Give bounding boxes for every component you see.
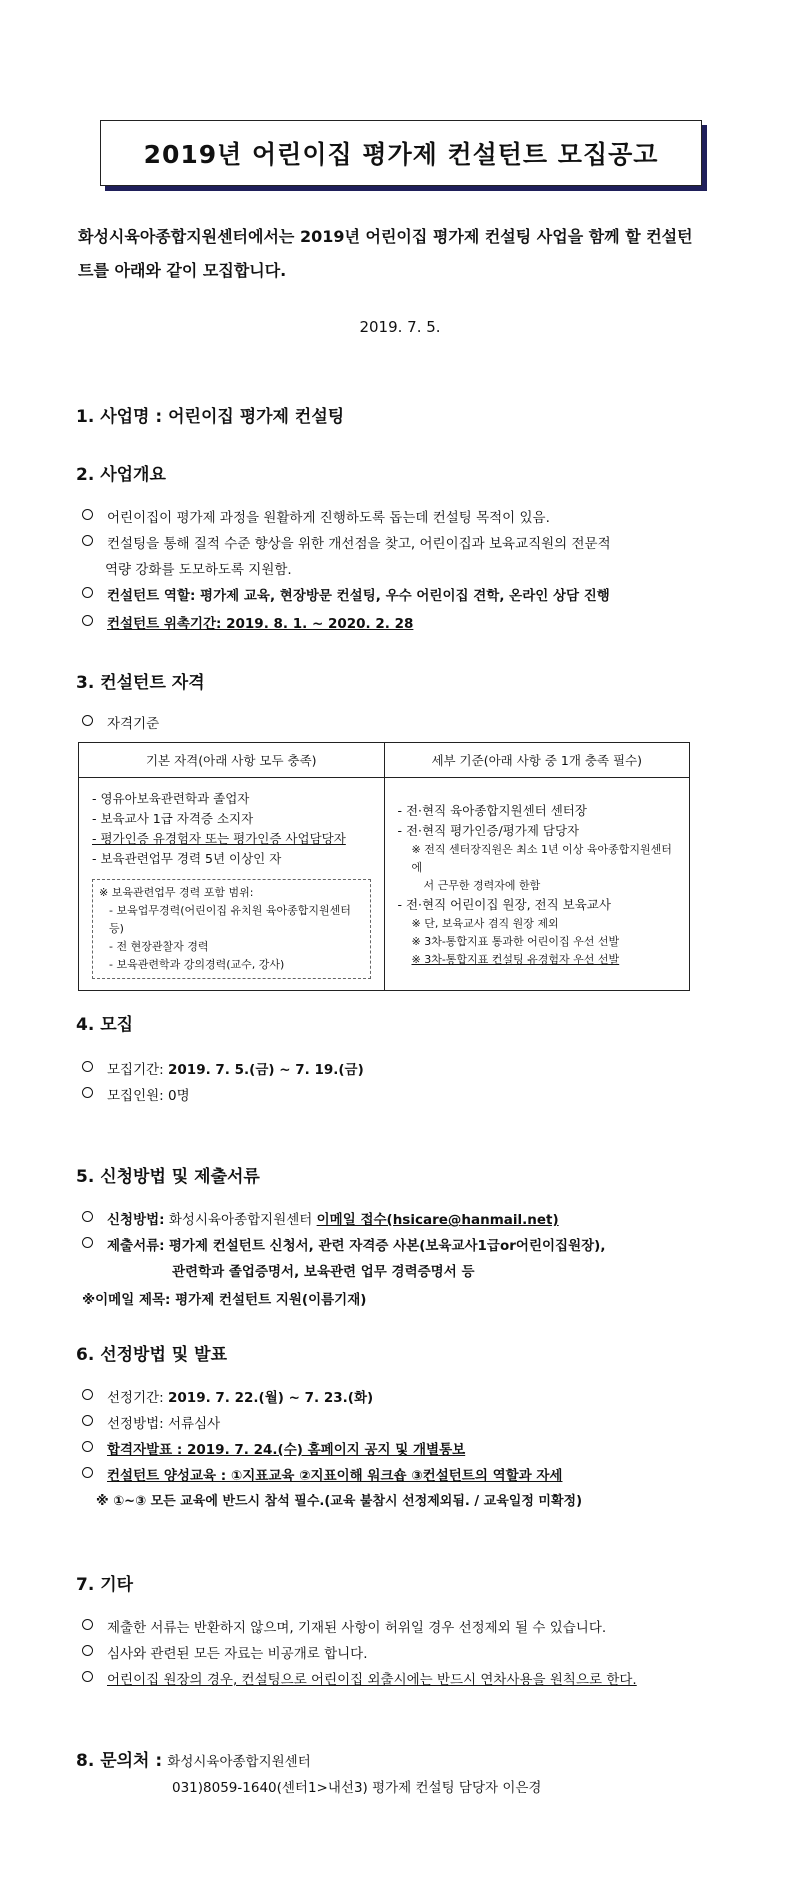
circle-bullet-icon [82, 1619, 93, 1630]
circle-bullet-icon [82, 1389, 93, 1400]
section-1-heading: 1. 사업명 : 어린이집 평가제 컨설팅 [76, 407, 345, 427]
intro-line-2: 트를 아래와 같이 모집합니다. [78, 261, 287, 280]
list-item-label: 모집기간: [107, 1062, 164, 1078]
intro-paragraph [78, 220, 738, 288]
section-4-heading: 4. 모집 [76, 1015, 134, 1035]
circle-bullet-icon [82, 1061, 93, 1072]
section-5-heading: 5. 신청방법 및 제출서류 [76, 1167, 260, 1187]
circle-bullet-icon [82, 715, 93, 726]
list-item-text: 모집인원: 0명 [107, 1088, 190, 1104]
section-2-heading: 2. 사업개요 [76, 465, 166, 485]
list-item-text: 합격자발표 : 2019. 7. 24.(수) 홈페이지 공지 및 개별통보 [107, 1442, 466, 1458]
criteria-line: - 전·현직 평가인증/평가제 담당자 [397, 823, 580, 838]
list-item [82, 1208, 559, 1228]
list-item [82, 1668, 637, 1688]
list-item-value: 2019. 7. 5.(금) ~ 7. 19.(금) [168, 1062, 364, 1078]
list-item-label: 신청방법: [107, 1212, 165, 1228]
circle-bullet-icon [82, 509, 93, 520]
list-item-text: 컨설턴트 위촉기간: 2019. 8. 1. ~ 2020. 2. 28 [107, 616, 414, 632]
circle-bullet-icon [82, 535, 93, 546]
list-item [82, 1464, 562, 1484]
experience-note-box [92, 879, 371, 979]
list-item-text: 컨설턴트 역할: 평가제 교육, 현장방문 컨설팅, 우수 어린이집 견학, 온라인 상담 진행 [107, 588, 610, 604]
criteria-line: - 평가인증 유경험자 또는 평가인증 사업담당자 [92, 831, 346, 846]
section-8-heading: 8. 문의처 : [76, 1751, 163, 1771]
title-box [100, 120, 702, 186]
announcement-date: 2019. 7. 5. [359, 318, 441, 336]
list-item-text: 어린이집이 평가제 과정을 원활하게 진행하도록 돕는데 컨설팅 목적이 있음. [107, 510, 550, 526]
criteria-note: ※ 3차-통합지표 컨설팅 유경험자 우선 선발 [411, 953, 620, 966]
circle-bullet-icon [82, 1211, 93, 1222]
criteria-line: - 전·현직 어린이집 원장, 전직 보육교사 [397, 897, 611, 912]
email-subject-note: ※이메일 제목: 평가제 컨설턴트 지원(이름기재) [82, 1292, 367, 1308]
list-item-label: 제출서류: [107, 1238, 165, 1254]
circle-bullet-icon [82, 615, 93, 626]
list-item-value: 2019. 7. 22.(월) ~ 7. 23.(화) [168, 1390, 374, 1406]
list-item [82, 1616, 606, 1636]
list-item [82, 506, 550, 526]
list-item [82, 1234, 605, 1254]
list-item-text: 심사와 관련된 모든 자료는 비공개로 합니다. [107, 1646, 368, 1662]
list-item-text: 평가제 컨설턴트 신청서, 관련 자격증 사본(보육교사1급or어린이집원장), [168, 1238, 606, 1254]
list-item [82, 1058, 364, 1078]
criteria-note: ※ 3차-통합지표 통과한 어린이집 우선 선발 [411, 935, 620, 948]
list-item [82, 584, 610, 604]
criteria-note: ※ 단, 보육교사 겸직 원장 제외 [411, 917, 559, 930]
list-item-text: 컨설팅을 통해 질적 수준 향상을 위한 개선점을 찾고, 어린이집과 보육교직원의 전문적 [107, 536, 611, 552]
table-header-basic: 기본 자격(아래 사항 모두 충족) [79, 743, 385, 778]
basic-criteria-cell [79, 778, 385, 991]
list-item [82, 712, 159, 732]
list-item-continuation: 관련학과 졸업증명서, 보육관련 업무 경력증명서 등 [172, 1264, 475, 1280]
section-7-heading: 7. 기타 [76, 1575, 134, 1595]
list-item-text: 제출한 서류는 반환하지 않으며, 기재된 사항이 허위일 경우 선정제외 될 수 있습니다. [107, 1620, 607, 1636]
circle-bullet-icon [82, 1441, 93, 1452]
circle-bullet-icon [82, 1467, 93, 1478]
criteria-line: - 전·현직 육아종합지원센터 센터장 [397, 803, 587, 818]
application-email: 이메일 접수(hsicare@hanmail.net) [316, 1212, 559, 1228]
contact-block [76, 1746, 311, 1771]
list-item-continuation: 역량 강화를 도모하도록 지원함. [105, 562, 292, 578]
list-item-text: 컨설턴트 양성교육 : ①지표교육 ②지표이해 워크숍 ③컨설턴트의 역할과 자세 [107, 1468, 563, 1484]
criteria-line: - 보육관련업무 경력 5년 이상인 자 [92, 851, 282, 866]
list-item [82, 1642, 368, 1662]
intro-line-1: 화성시육아종합지원센터에서는 2019년 어린이집 평가제 컨설팅 사업을 함께 할 컨설턴 [78, 227, 693, 246]
list-item [82, 1386, 373, 1406]
note-line: - 전 현장관찰자 경력 [109, 940, 209, 953]
circle-bullet-icon [82, 1415, 93, 1426]
training-note: ※ ①~③ 모든 교육에 반드시 참석 필수.(교육 불참시 선정제외됨. / 교육일정 미확정) [96, 1494, 583, 1509]
contact-phone: 031)8059-1640(센터1>내선3) 평가제 컨설팅 담당자 이은경 [172, 1780, 542, 1796]
list-item-text: 자격기준 [107, 716, 160, 732]
section-6-heading: 6. 선정방법 및 발표 [76, 1345, 227, 1365]
list-item-text: 화성시육아종합지원센터 [168, 1212, 313, 1228]
qualification-table [78, 742, 690, 991]
list-item [82, 1412, 220, 1432]
detail-criteria-cell [384, 778, 690, 991]
circle-bullet-icon [82, 1087, 93, 1098]
list-item [82, 532, 611, 552]
page-title: 2019년 어린이집 평가제 컨설턴트 모집공고 [143, 140, 659, 169]
circle-bullet-icon [82, 1237, 93, 1248]
note-line: - 보육업무경력(어린이집 유치원 육아종합지원센터 등) [109, 904, 351, 935]
list-item-text: 어린이집 원장의 경우, 컨설팅으로 어린이집 외출시에는 반드시 연차사용을 원칙으로 한다. [107, 1672, 637, 1688]
list-item-label: 선정기간: [107, 1390, 164, 1406]
list-item-text: 선정방법: 서류심사 [107, 1416, 221, 1432]
list-item [82, 612, 413, 632]
contact-org: 화성시육아종합지원센터 [167, 1754, 311, 1770]
circle-bullet-icon [82, 587, 93, 598]
criteria-note: ※ 전직 센터장직원은 최소 1년 이상 육아종합지원센터에 [411, 843, 672, 874]
criteria-line: - 보육교사 1급 자격증 소지자 [92, 811, 254, 826]
list-item [82, 1438, 465, 1458]
criteria-line: - 영유아보육관련학과 졸업자 [92, 791, 250, 806]
list-item [82, 1084, 190, 1104]
circle-bullet-icon [82, 1645, 93, 1656]
circle-bullet-icon [82, 1671, 93, 1682]
table-header-detail: 세부 기준(아래 사항 중 1개 충족 필수) [384, 743, 690, 778]
section-3-heading: 3. 컨설턴트 자격 [76, 673, 205, 693]
note-line: ※ 보육관련업무 경력 포함 범위: [99, 886, 254, 899]
note-line: - 보육관련학과 강의경력(교수, 강사) [109, 958, 285, 971]
criteria-note: 서 근무한 경력자에 한함 [423, 879, 541, 892]
